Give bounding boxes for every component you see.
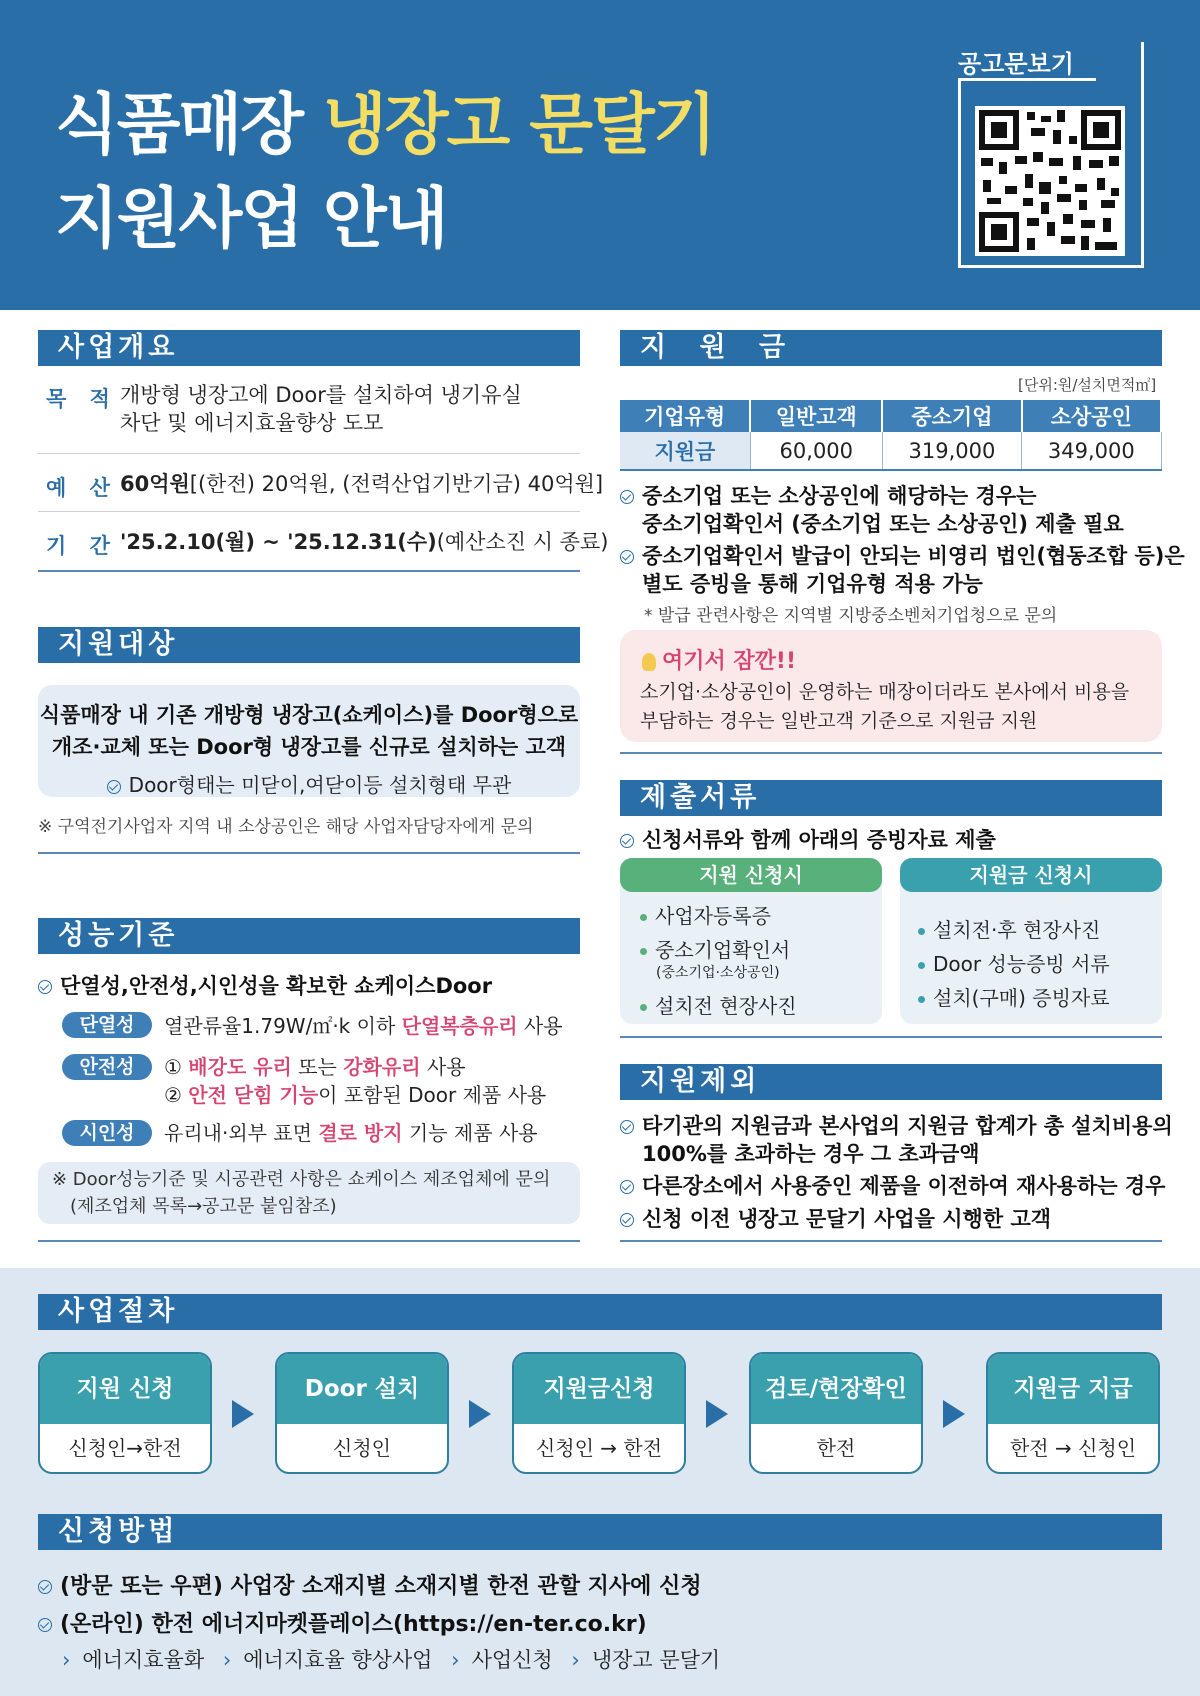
arrow-right-icon bbox=[232, 1400, 254, 1428]
list-item bbox=[918, 914, 1100, 943]
check-icon bbox=[107, 780, 121, 794]
bullet-dot bbox=[640, 948, 647, 955]
target-line3: Door형태는 미닫이,여닫이등 설치형태 무관 bbox=[128, 773, 512, 797]
exclusion-3-text: 신청 이전 냉장고 문달기 사업을 시행한 고객 bbox=[642, 1207, 1052, 1231]
support-bullet-1 bbox=[620, 482, 1124, 538]
insulation-highlight: 단열복층유리 bbox=[401, 1014, 518, 1038]
safety-1-highlight-1: 배강도 유리 bbox=[188, 1055, 292, 1079]
step-actor: 신청인 bbox=[333, 1436, 391, 1460]
support-bullet-2 bbox=[620, 542, 1185, 598]
qr-frame-right bbox=[1141, 42, 1144, 268]
support-bullet-2-line2: 별도 증빙을 통해 기업유형 적용 가능 bbox=[642, 572, 983, 596]
target-line1: 식품매장 내 기존 개방형 냉장고(쇼케이스)를 Door형으로 bbox=[39, 703, 579, 727]
chevron-right-icon: › bbox=[222, 1648, 232, 1672]
divider bbox=[38, 453, 580, 454]
support-table bbox=[620, 400, 1162, 471]
purpose-line2: 차단 및 에너지효율향상 도모 bbox=[120, 411, 384, 435]
tip-title-text: 여기서 잠깐!! bbox=[662, 649, 796, 674]
step-card bbox=[38, 1352, 212, 1474]
section-underline bbox=[620, 752, 1162, 754]
check-icon bbox=[620, 1213, 634, 1227]
section-underline bbox=[620, 1036, 1162, 1038]
arrow-right-icon bbox=[469, 1400, 491, 1428]
safety-item-2 bbox=[164, 1081, 546, 1109]
performance-note-line2: (제조업체 목록→공고문 붙임참조) bbox=[70, 1196, 337, 1217]
application-visit bbox=[38, 1569, 702, 1600]
lightbulb-icon bbox=[642, 653, 656, 671]
support-footnote: * 발급 관련사항은 지역별 지방중소벤처기업청으로 문의 bbox=[644, 606, 1058, 626]
tip-line2: 부담하는 경우는 일반고객 기준으로 지원금 지원 bbox=[640, 710, 1038, 732]
arrow-right-icon bbox=[706, 1400, 728, 1428]
insulation-spec: 열관류율1.79W/㎡·k 이하 bbox=[164, 1014, 402, 1038]
chevron-right-icon: › bbox=[62, 1648, 71, 1672]
documents-intro bbox=[620, 826, 996, 854]
row-label-subsidy: 지원금 bbox=[620, 432, 750, 470]
exclusions-heading: 지원제외 bbox=[620, 1064, 1162, 1100]
list-item bbox=[918, 948, 1110, 977]
exclusion-item-1 bbox=[620, 1112, 1173, 1168]
step-actor: 신청인 → 한전 bbox=[535, 1436, 663, 1460]
insulation-pill: 단열성 bbox=[62, 1012, 152, 1038]
step-title: 지원금신청 bbox=[514, 1354, 684, 1424]
overview-heading: 사업개요 bbox=[38, 330, 580, 366]
list-item bbox=[640, 900, 771, 929]
period-detail: (예산소진 시 종료) bbox=[436, 530, 609, 554]
col-small-business: 소상공인 bbox=[1022, 400, 1161, 432]
budget-label: 예 산 bbox=[46, 476, 118, 500]
safety-2-prefix: ② bbox=[164, 1083, 189, 1107]
support-bullet-1-line1: 중소기업 또는 소상공인에 해당하는 경우는 bbox=[642, 484, 1037, 508]
procedure-heading: 사업절차 bbox=[38, 1294, 1162, 1330]
documents-heading: 제출서류 bbox=[620, 780, 1162, 816]
step-actor: 한전 bbox=[816, 1436, 856, 1460]
target-door-type bbox=[38, 769, 580, 798]
target-heading: 지원대상 bbox=[38, 627, 580, 663]
performance-intro bbox=[38, 972, 492, 1000]
budget-text bbox=[120, 470, 603, 498]
exclusion-1-line1: 타기관의 지원금과 본사업의 지원금 합계가 총 설치비용의 bbox=[642, 1114, 1173, 1138]
safety-text bbox=[164, 1053, 546, 1109]
qr-frame-top bbox=[958, 78, 1096, 81]
documents-col-apply-title: 지원 신청시 bbox=[620, 858, 882, 892]
exclusion-item-3 bbox=[620, 1205, 1051, 1233]
safety-2-highlight: 안전 닫힘 기능 bbox=[188, 1083, 319, 1107]
section-underline bbox=[38, 852, 580, 854]
list-item bbox=[640, 934, 790, 963]
exclusion-2-text: 다른장소에서 사용중인 제품을 이전하여 재사용하는 경우 bbox=[642, 1174, 1166, 1198]
step-card bbox=[986, 1352, 1160, 1474]
chevron-right-icon: › bbox=[451, 1648, 460, 1672]
safety-1-prefix: ① bbox=[164, 1055, 189, 1079]
bullet-dot bbox=[640, 914, 647, 921]
tip-text bbox=[640, 678, 1129, 736]
budget-detail: [(한전) 20억원, (전력산업기반기금) 40억원] bbox=[189, 472, 604, 496]
step-actor: 신청인→한전 bbox=[68, 1436, 182, 1460]
step-title: 지원금 지급 bbox=[988, 1354, 1158, 1424]
page-title bbox=[55, 78, 715, 266]
step-title: 검토/현장확인 bbox=[751, 1354, 921, 1424]
safety-item-1 bbox=[164, 1053, 546, 1081]
period-text bbox=[120, 528, 608, 556]
bullet-dot bbox=[640, 1004, 647, 1011]
breadcrumb-item[interactable]: 에너지효율 향상사업 bbox=[243, 1648, 433, 1672]
col-sme: 중소기업 bbox=[882, 400, 1021, 432]
section-underline bbox=[38, 570, 580, 572]
tip-title bbox=[642, 644, 796, 675]
step-title: 지원 신청 bbox=[40, 1354, 210, 1424]
doc-item-text: 설치전·후 현장사진 bbox=[933, 918, 1101, 942]
doc-item-sub: (중소기업·소상공인) bbox=[656, 965, 780, 981]
insulation-tail: 사용 bbox=[517, 1014, 563, 1038]
application-visit-text: (방문 또는 우편) 사업장 소재지별 소재지별 한전 관할 지사에 신청 bbox=[60, 1574, 702, 1599]
divider bbox=[38, 511, 580, 512]
target-note: ※ 구역전기사업자 지역 내 소상공인은 해당 사업자담당자에게 문의 bbox=[38, 817, 534, 837]
step-title: Door 설치 bbox=[277, 1354, 447, 1424]
bullet-dot bbox=[918, 928, 925, 935]
check-icon bbox=[620, 1120, 634, 1134]
doc-item-text: 설치(구매) 증빙자료 bbox=[933, 986, 1110, 1010]
tip-line1: 소기업·소상공인이 운영하는 매장이더라도 본사에서 비용을 bbox=[640, 681, 1130, 703]
application-heading: 신청방법 bbox=[38, 1514, 1162, 1550]
qr-code-icon bbox=[975, 106, 1125, 256]
title-highlight: 냉장고 문달기 bbox=[323, 86, 715, 163]
target-description bbox=[38, 699, 580, 763]
check-icon bbox=[620, 1180, 634, 1194]
tip-box bbox=[620, 630, 1162, 742]
check-icon bbox=[620, 550, 634, 564]
qr-code[interactable] bbox=[975, 106, 1125, 256]
check-icon bbox=[38, 980, 52, 994]
section-underline bbox=[38, 1240, 580, 1242]
safety-1-mid: 또는 bbox=[291, 1055, 344, 1079]
step-card bbox=[275, 1352, 449, 1474]
safety-2-tail: 이 포함된 Door 제품 사용 bbox=[318, 1083, 547, 1107]
col-general: 일반고객 bbox=[750, 400, 882, 432]
support-heading: 지 원 금 bbox=[620, 330, 1162, 366]
insulation-text bbox=[164, 1012, 563, 1040]
step-card bbox=[512, 1352, 686, 1474]
performance-intro-text: 단열성,안전성,시인성을 확보한 쇼케이스Door bbox=[60, 974, 493, 998]
check-icon bbox=[620, 834, 634, 848]
support-table-header bbox=[620, 400, 1161, 432]
performance-heading: 성능기준 bbox=[38, 918, 580, 954]
performance-note-line1: ※ Door성능기준 및 시공관련 사항은 쇼케이스 제조업체에 문의 bbox=[52, 1169, 551, 1190]
list-item bbox=[640, 990, 797, 1019]
qr-label: 공고문보기 bbox=[958, 50, 1074, 78]
breadcrumb-item[interactable]: 사업신청 bbox=[471, 1648, 553, 1672]
safety-1-tail: 사용 bbox=[420, 1055, 466, 1079]
application-online[interactable] bbox=[38, 1607, 647, 1638]
visibility-spec: 유리내·외부 표면 bbox=[164, 1121, 319, 1145]
documents-col-payment-title: 지원금 신청시 bbox=[900, 858, 1162, 892]
visibility-text bbox=[164, 1119, 538, 1147]
value-small-business: 349,000 bbox=[1022, 432, 1161, 470]
documents-intro-text: 신청서류와 함께 아래의 증빙자료 제출 bbox=[642, 828, 996, 852]
visibility-highlight: 결로 방지 bbox=[318, 1121, 403, 1145]
title-part1: 식품매장 bbox=[55, 86, 324, 163]
doc-item-text: 설치전 현장사진 bbox=[655, 994, 797, 1018]
table-row bbox=[620, 432, 1161, 470]
value-general: 60,000 bbox=[750, 432, 882, 470]
safety-pill: 안전성 bbox=[62, 1054, 152, 1080]
purpose-label: 목 적 bbox=[46, 387, 118, 411]
budget-amount: 60억원 bbox=[120, 472, 190, 496]
doc-item-text: Door 성능증빙 서류 bbox=[933, 952, 1110, 976]
step-actor: 한전 → 신청인 bbox=[1009, 1436, 1137, 1460]
breadcrumb bbox=[62, 1644, 720, 1674]
doc-item-text: 중소기업확인서 bbox=[655, 938, 791, 962]
target-line2: 개조·교체 또는 Door형 냉장고를 신규로 설치하는 고객 bbox=[51, 735, 567, 759]
support-bullet-2-line1: 중소기업확인서 발급이 안되는 비영리 법인(협동조합 등)은 bbox=[642, 544, 1185, 568]
performance-note bbox=[38, 1162, 580, 1224]
title-line2: 지원사업 안내 bbox=[55, 180, 447, 257]
value-sme: 319,000 bbox=[882, 432, 1021, 470]
arrow-right-icon bbox=[943, 1400, 965, 1428]
purpose-text bbox=[120, 381, 522, 437]
exclusion-item-2 bbox=[620, 1172, 1165, 1200]
visibility-tail: 기능 제품 사용 bbox=[402, 1121, 538, 1145]
step-card bbox=[749, 1352, 923, 1474]
target-box bbox=[38, 685, 580, 797]
application-online-text[interactable]: (온라인) 한전 에너지마켓플레이스(https://en-ter.co.kr) bbox=[60, 1612, 647, 1637]
col-company-type: 기업유형 bbox=[620, 400, 750, 432]
chevron-right-icon: › bbox=[571, 1648, 580, 1672]
period-dates: '25.2.10(월) ~ '25.12.31(수) bbox=[120, 530, 437, 554]
breadcrumb-item[interactable]: 냉장고 문달기 bbox=[591, 1648, 721, 1672]
check-icon bbox=[38, 1580, 52, 1594]
check-icon bbox=[38, 1618, 52, 1632]
breadcrumb-item[interactable]: 에너지효율화 bbox=[82, 1648, 205, 1672]
exclusion-1-line2: 100%를 초과하는 경우 그 초과금액 bbox=[642, 1142, 980, 1166]
support-bullet-1-line2: 중소기업확인서 (중소기업 또는 소상공인) 제출 필요 bbox=[642, 512, 1124, 536]
check-icon bbox=[620, 490, 634, 504]
bullet-dot bbox=[918, 996, 925, 1003]
section-underline bbox=[620, 1240, 1162, 1242]
list-item bbox=[918, 982, 1110, 1011]
bullet-dot bbox=[918, 962, 925, 969]
period-label: 기 간 bbox=[46, 534, 118, 558]
support-unit: [단위:원/설치면적㎡] bbox=[1018, 376, 1157, 394]
safety-1-highlight-2: 강화유리 bbox=[343, 1055, 421, 1079]
doc-item-text: 사업자등록증 bbox=[655, 904, 771, 928]
purpose-line1: 개방형 냉장고에 Door를 설치하여 냉기유실 bbox=[120, 383, 522, 407]
visibility-pill: 시인성 bbox=[62, 1120, 152, 1146]
